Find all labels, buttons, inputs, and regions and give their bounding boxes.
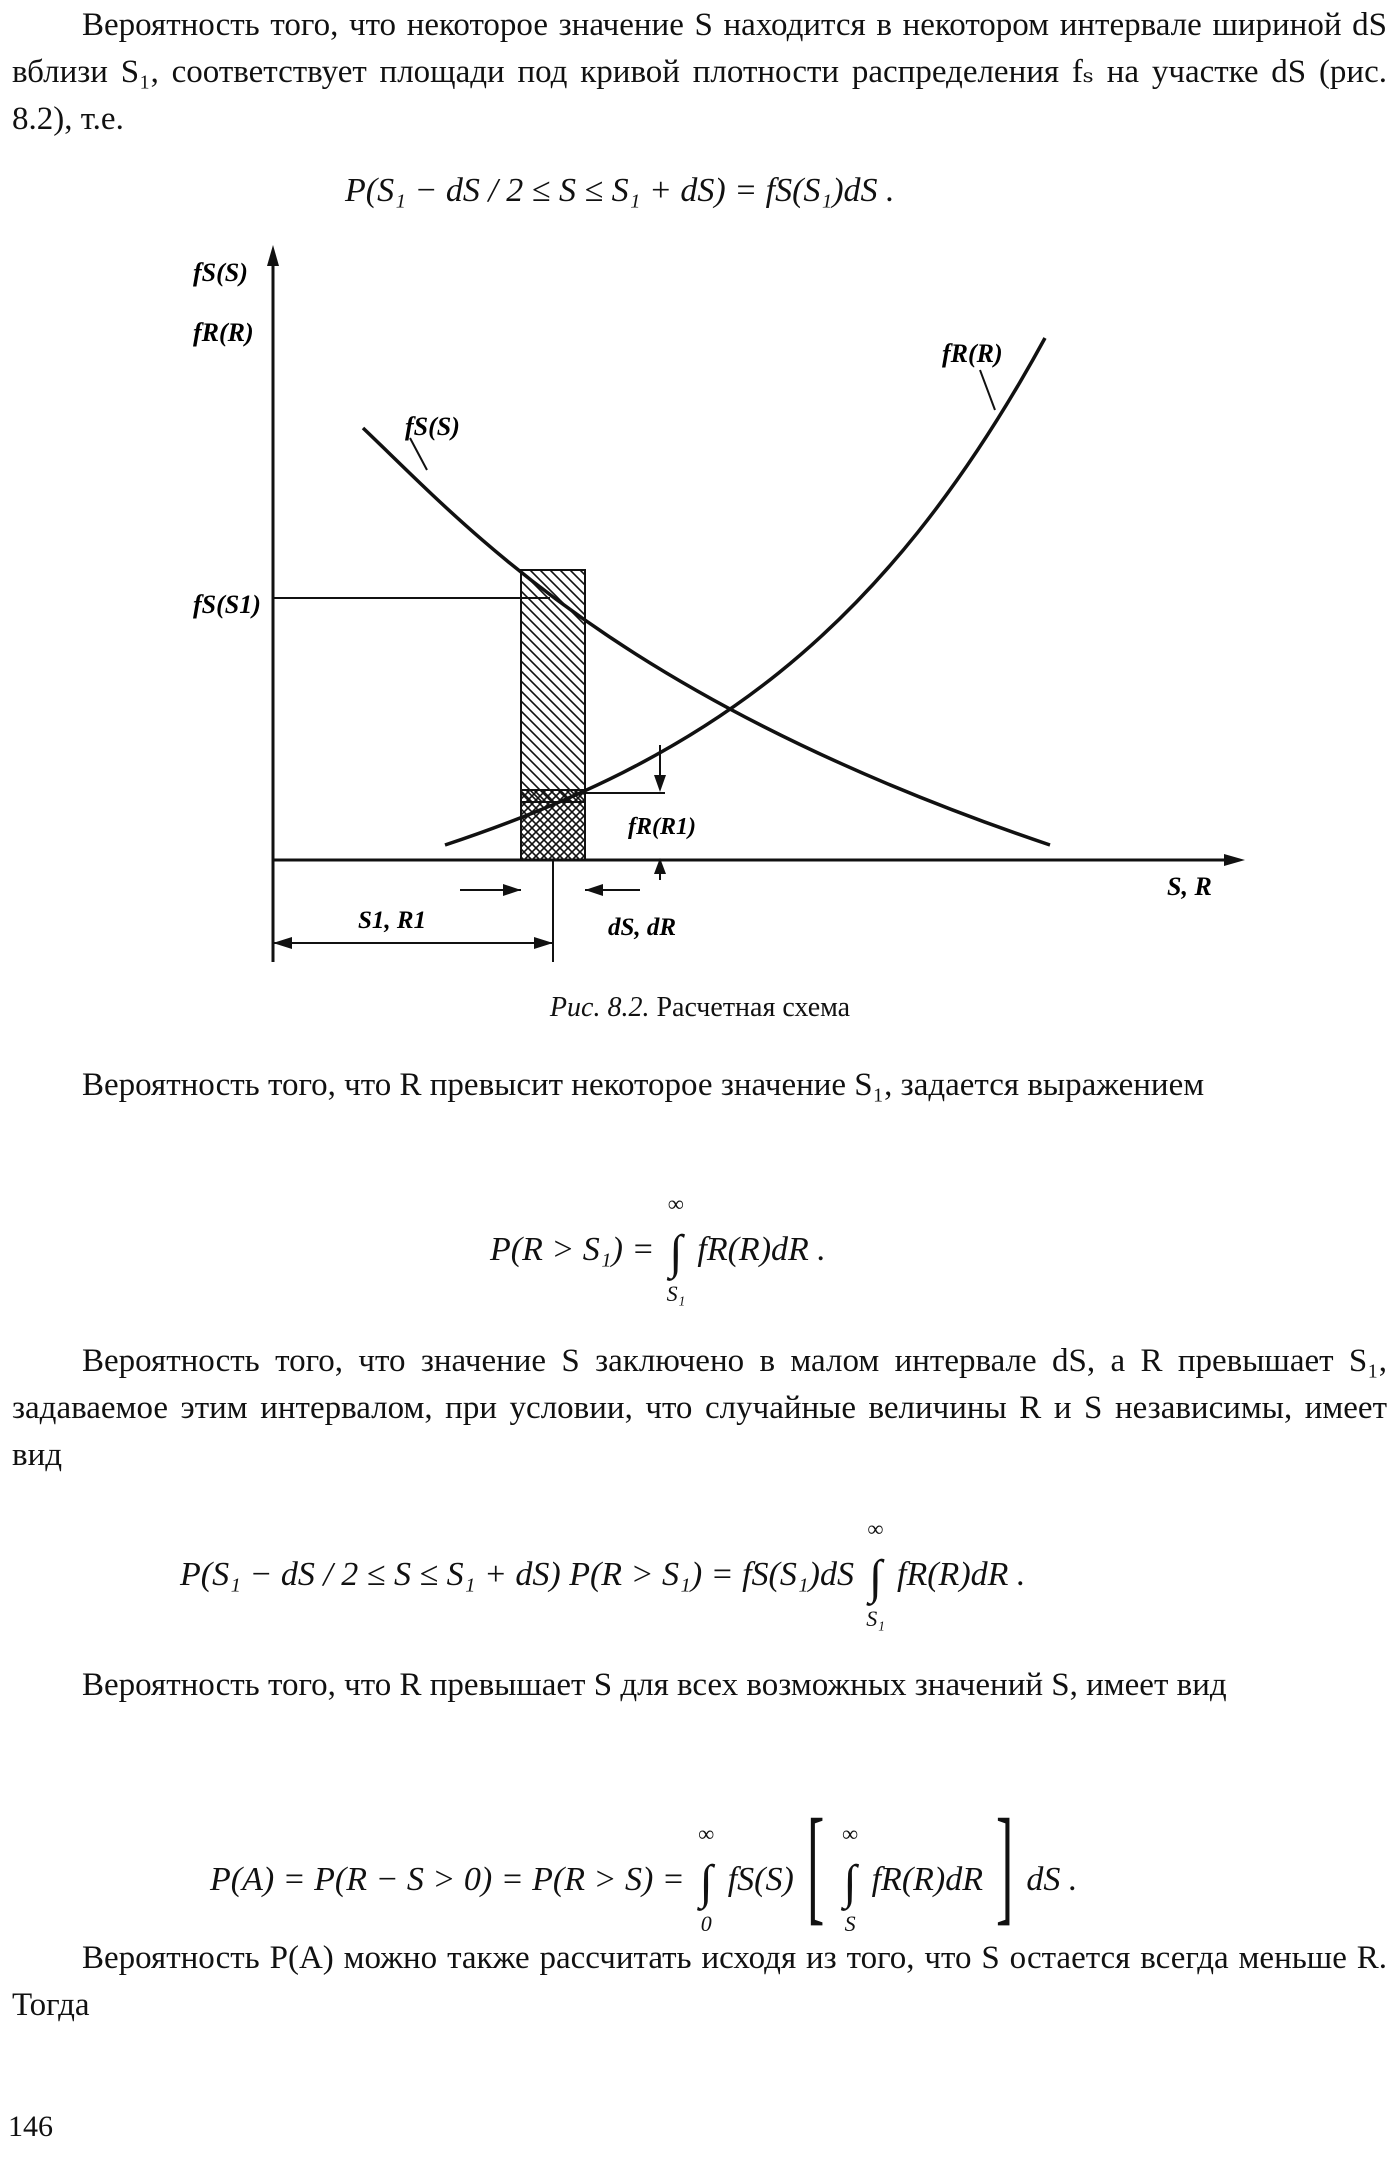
page-number: 146 [8,2110,53,2143]
fr-r1-arrow-down [654,775,666,792]
figure-8-2 [0,240,1400,980]
integral-sign: ∫ ∞ S₁ [866,1516,885,1631]
equation-2: P(R > S₁) = ∫ ∞ S₁ fR(R)dR . [490,1191,826,1306]
hatched-area-s [521,570,585,802]
x-axis-arrow [1224,854,1245,866]
dim-label-ds-dr: dS, dR [608,914,677,941]
y-axis-arrow [267,245,279,266]
y-axis-label-fr: fR(R) [193,318,254,347]
caption-text: Расчетная схема [656,992,851,1023]
dim-label-s1-r1: S1, R1 [358,907,427,934]
level-label-fs-s1: fS(S1) [193,590,261,619]
paragraph-3: Вероятность того, что значение S заключено в малом интервале dS, а R превышает S₁, задаваемое этим интервалом, при условии, что случайные величины R и S независимы, имеет вид [12,1343,1387,1473]
crosshatched-area-r [521,790,585,860]
equation-4: P(A) = P(R − S > 0) = P(R > S) = ∫ ∞ 0 fS(S)[ ∫ ∞ S fR(R)dR] dS . [210,1793,1078,1937]
fr-label-leader [980,370,995,410]
dim-ds-arrow-left [503,884,521,896]
dim-s1-arrow-right [534,937,553,949]
paragraph-5: Вероятность P(A) можно также рассчитать исходя из того, что S остается всегда меньше R. Тогда [12,1940,1387,2023]
figure-caption [0,992,1400,1024]
bracket-open: [ [806,1793,825,1937]
level-label-fr-r1: fR(R1) [628,814,696,840]
y-axis-label-fs: fS(S) [193,258,248,287]
paragraph-4: Вероятность того, что R превышает S для всех возможных значений S, имеет вид [82,1667,1227,1703]
curve-label-fs: fS(S) [405,412,460,441]
x-axis-label: S, R [1167,872,1212,901]
dim-ds-arrow-right [585,884,603,896]
dim-s1-arrow-left [273,937,292,949]
integral-sign: ∫ ∞ S₁ [666,1191,686,1306]
bracket-close: ] [996,1793,1014,1937]
integral-sign: ∫ ∞ S [842,1821,858,1936]
curve-fs [363,428,1050,845]
fs-label-leader [410,438,427,470]
equation-3: P(S₁ − dS / 2 ≤ S ≤ S₁ + dS) P(R > S₁) = fS(S₁)dS ∫ ∞ S₁ fR(R)dR . [180,1516,1026,1631]
integral-sign: ∫ ∞ 0 [698,1821,715,1936]
paragraph-1: Вероятность того, что некоторое значение S находится в некотором интервале шириной dS вблизи S₁, соответствует площади под кривой плотности распределения fₛ на участке dS (рис. 8.2), т.е. [12,7,1387,137]
caption-number: Рис. 8.2. [549,992,650,1023]
curve-label-fr: fR(R) [942,339,1003,368]
equation-1: P(S₁ − dS / 2 ≤ S ≤ S₁ + dS) = fS(S₁)dS . [345,172,895,209]
paragraph-2: Вероятность того, что R превысит некоторое значение S₁, задается выражением [82,1067,1205,1103]
